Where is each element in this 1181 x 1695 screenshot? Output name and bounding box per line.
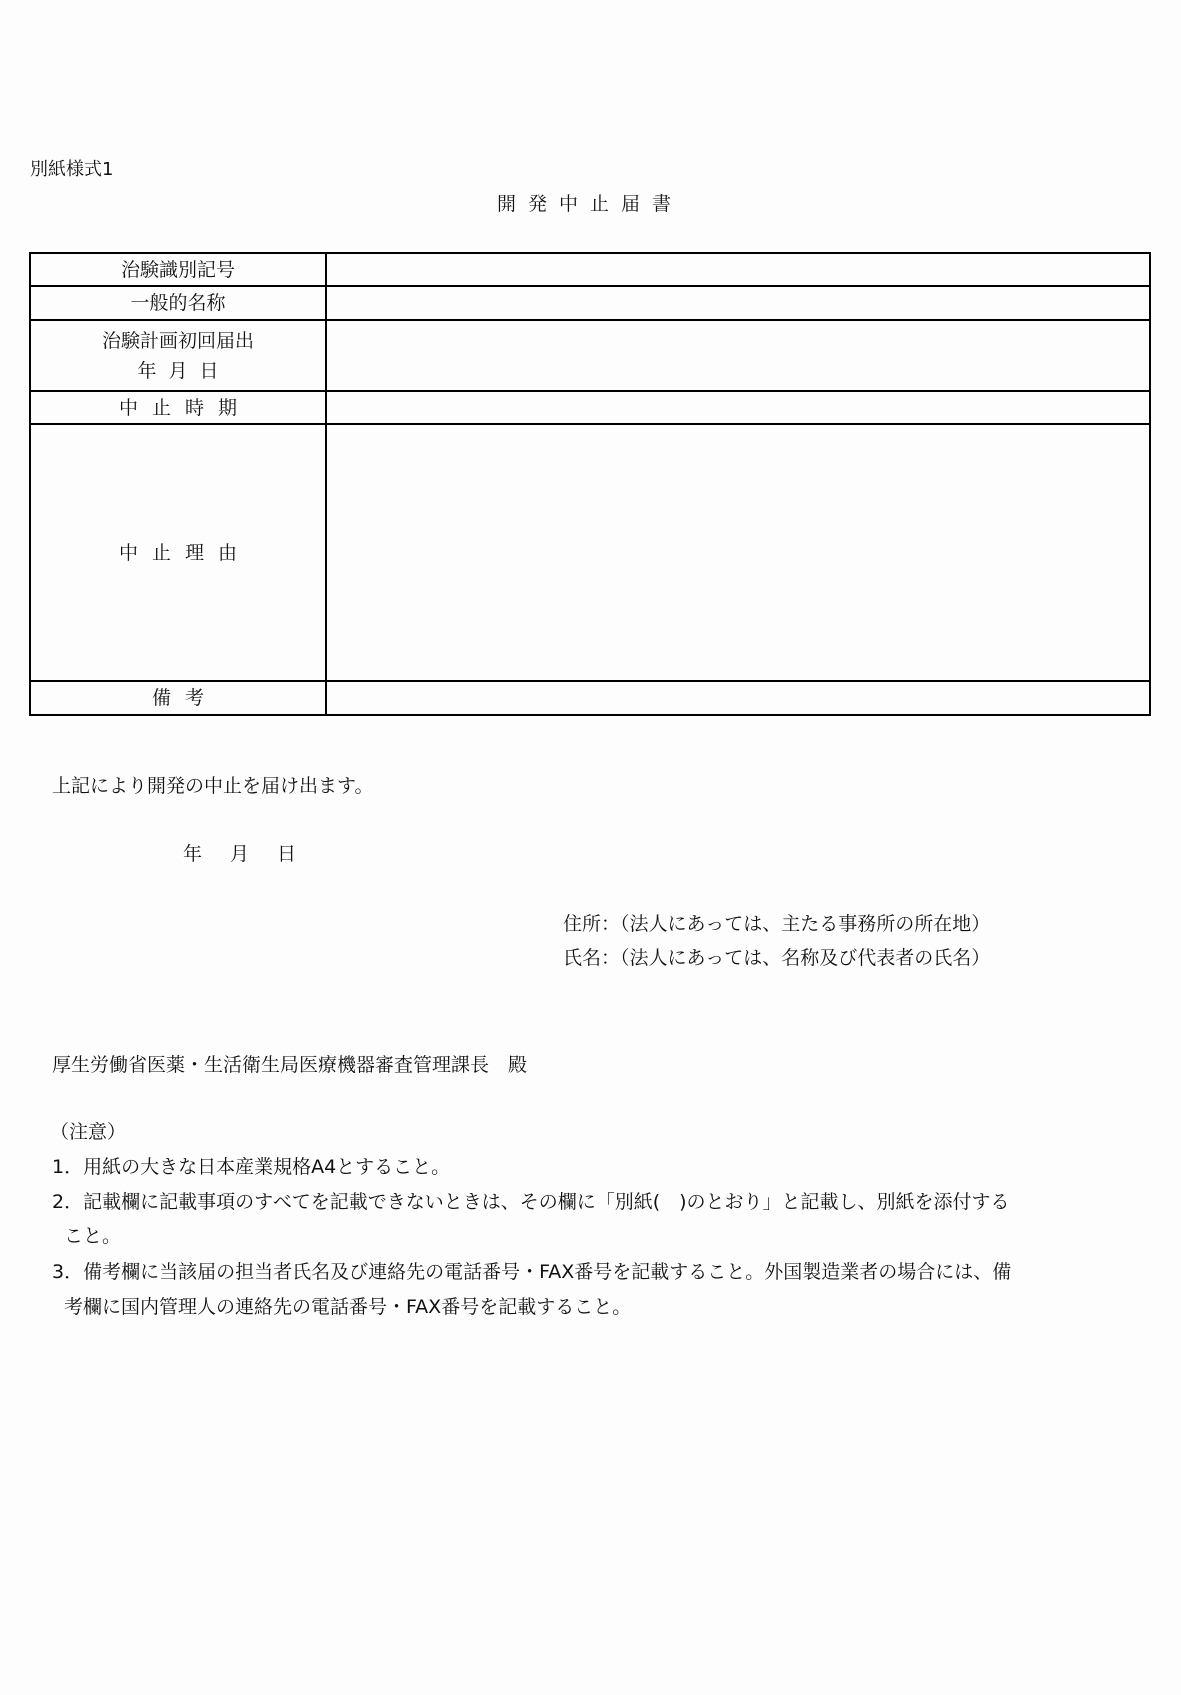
declaration-text: 上記により開発の中止を届け出ます。 bbox=[52, 775, 374, 797]
field-trial-id[interactable] bbox=[326, 253, 1150, 286]
row-trial-id bbox=[30, 253, 1150, 286]
document-title: 開発中止届書 bbox=[497, 193, 684, 215]
note-item-2: 2．記載欄に記載事項のすべてを記載できないときは、その欄に「別紙( )のとおり」と記載し、別紙を添付する bbox=[52, 1191, 1010, 1213]
form-table bbox=[29, 252, 1151, 716]
row-generic-name bbox=[30, 286, 1150, 320]
field-discontinuation-reason[interactable] bbox=[326, 424, 1150, 681]
label-line-1: 治験計画初回届出 bbox=[101, 329, 254, 352]
label-line-2: 年 月 日 bbox=[137, 359, 219, 382]
row-initial-notification-date bbox=[30, 320, 1150, 391]
date-day: 日 bbox=[277, 843, 299, 865]
label-remarks: 備考 bbox=[151, 687, 218, 709]
applicant-address: 住所：（法人にあっては、主たる事務所の所在地） bbox=[563, 913, 991, 935]
label-trial-id: 治験識別記号 bbox=[30, 253, 326, 286]
field-initial-notification-date[interactable] bbox=[326, 320, 1150, 391]
note-item-3-continued: 考欄に国内管理人の連絡先の電話番号・FAX番号を記載すること。 bbox=[64, 1296, 632, 1318]
date-month: 月 bbox=[230, 843, 252, 865]
date-year: 年 bbox=[183, 843, 205, 865]
row-discontinuation-date bbox=[30, 391, 1150, 424]
row-remarks bbox=[30, 681, 1150, 715]
field-discontinuation-date[interactable] bbox=[326, 391, 1150, 424]
note-item-1: 1．用紙の大きな日本産業規格A4とすること。 bbox=[52, 1156, 451, 1178]
label-initial-notification-date bbox=[30, 320, 326, 391]
row-discontinuation-reason bbox=[30, 424, 1150, 681]
field-generic-name[interactable] bbox=[326, 286, 1150, 320]
label-generic-name: 一般的名称 bbox=[30, 286, 326, 320]
label-discontinuation-reason: 中止理由 bbox=[118, 541, 251, 564]
label-discontinuation-date: 中止時期 bbox=[118, 396, 251, 419]
note-item-2-continued: こと。 bbox=[64, 1225, 122, 1247]
form-code: 別紙様式1 bbox=[30, 159, 114, 180]
field-remarks[interactable] bbox=[326, 681, 1150, 715]
addressee: 厚生労働省医薬・生活衛生局医療機器審査管理課長 殿 bbox=[52, 1054, 528, 1076]
applicant-name: 氏名：（法人にあっては、名称及び代表者の氏名） bbox=[563, 947, 991, 969]
note-item-3: 3．備考欄に当該届の担当者氏名及び連絡先の電話番号・FAX番号を記載すること。外国製造業者の場合には、備 bbox=[52, 1261, 1012, 1283]
notes-heading: （注意） bbox=[50, 1121, 127, 1143]
submission-date bbox=[183, 843, 324, 865]
